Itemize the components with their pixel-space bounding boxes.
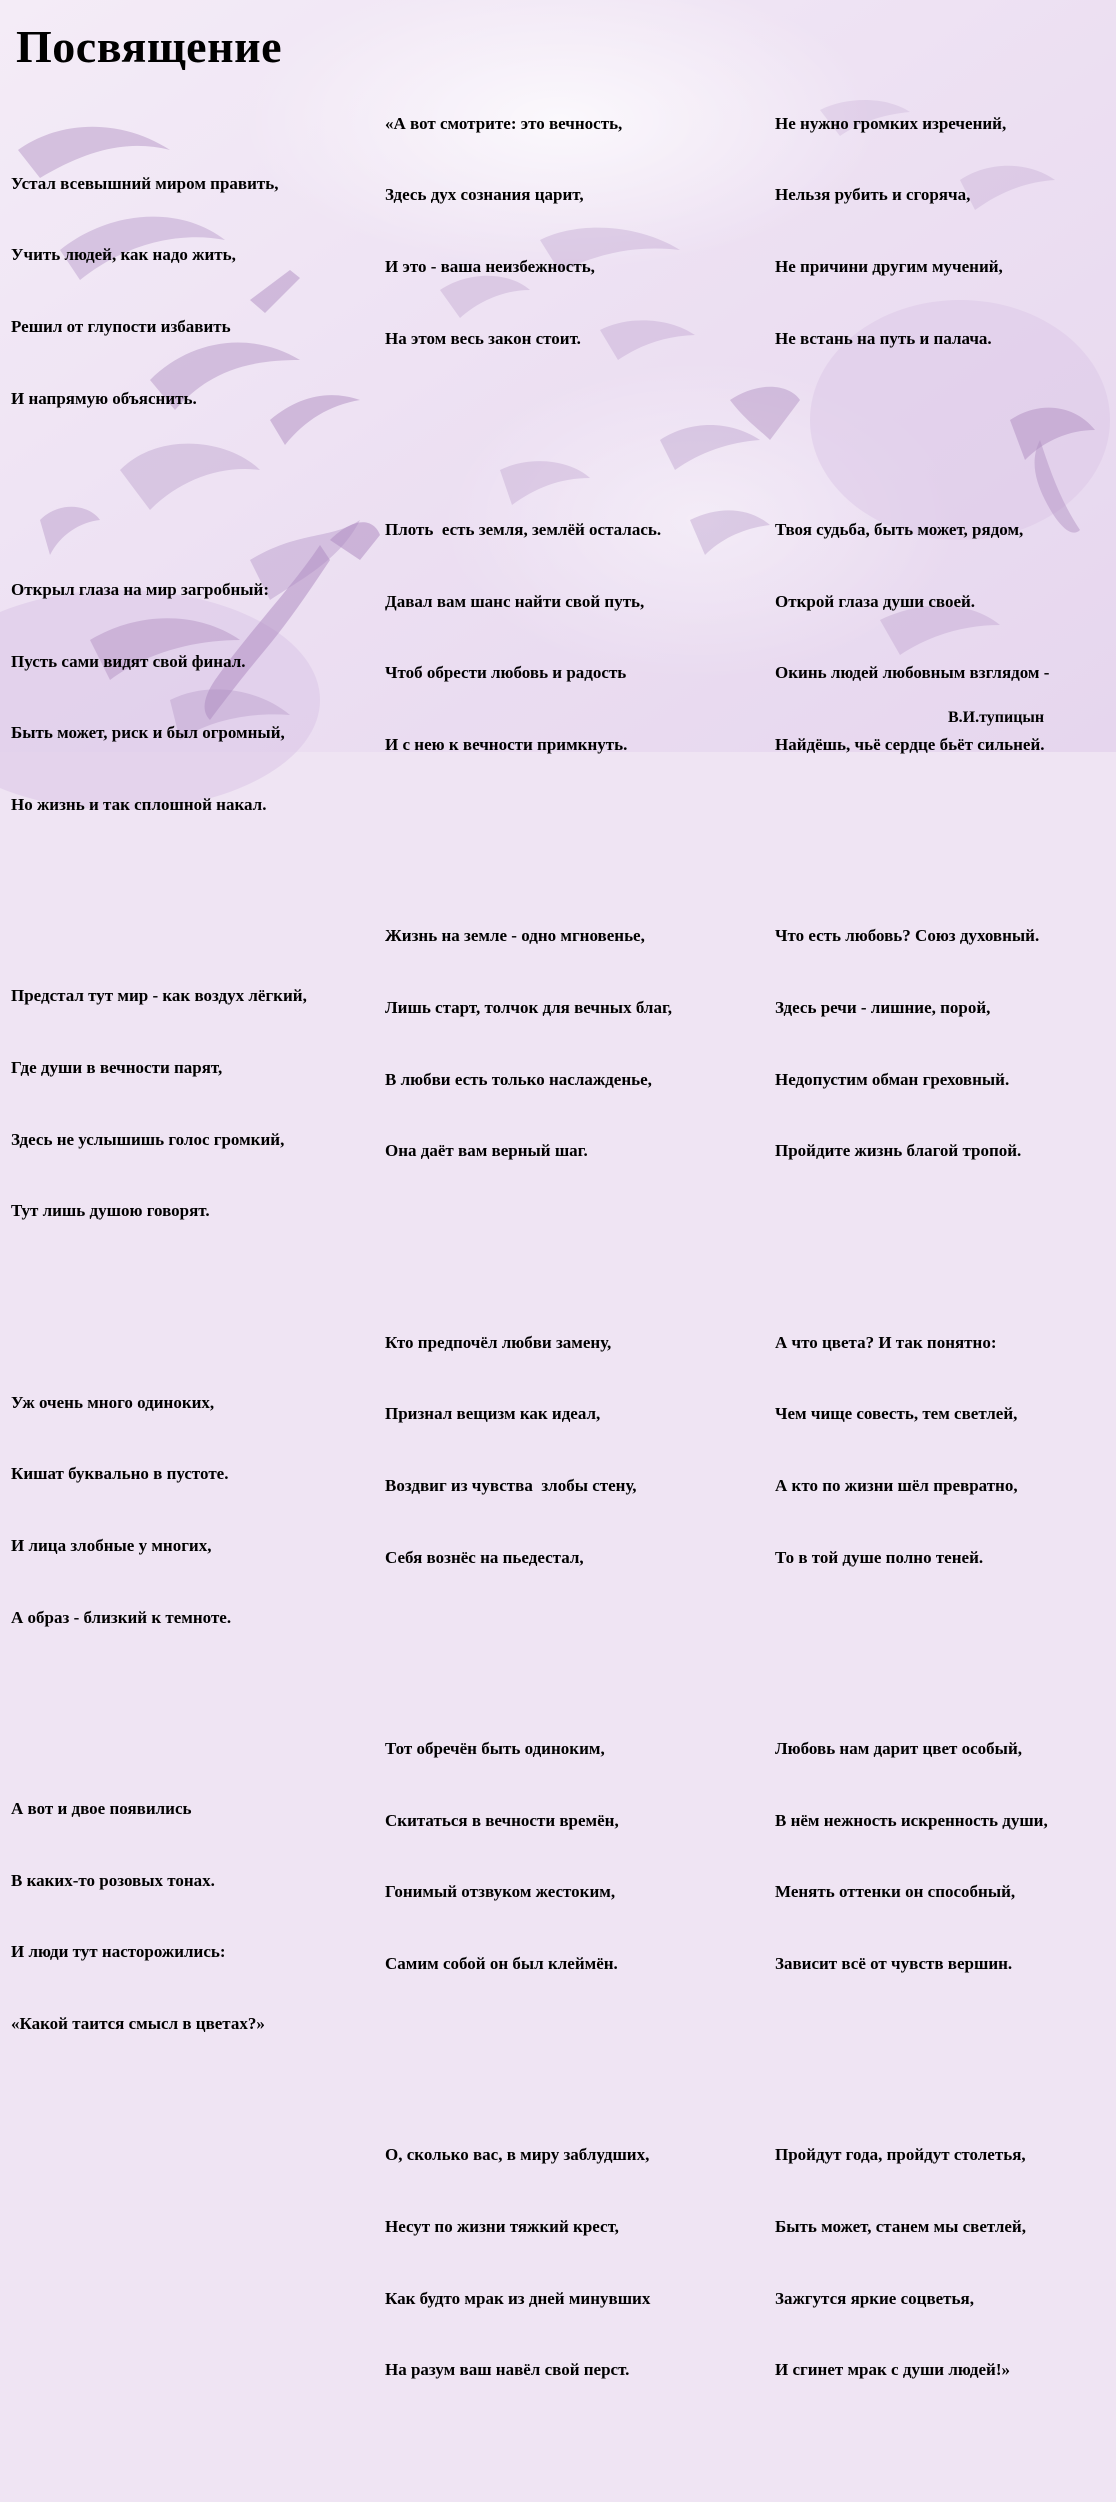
poem-line: На этом весь закон стоит. [385, 328, 581, 348]
poem-line: Учить людей, как надо жить, [11, 245, 236, 265]
poem-line: И сгинет мрак с души людей!» [775, 2360, 1011, 2380]
poem-line: Гонимый отзвуком жестоким, [385, 1882, 616, 1902]
poem-line: В каких-то розовых тонах. [11, 1870, 215, 1890]
poem-line: Самим собой он был клеймён. [385, 1954, 618, 1974]
poem-line: Здесь речи - лишние, порой, [775, 997, 991, 1017]
poem-line: Тот обречён быть одиноким, [385, 1738, 605, 1758]
poem-line: То в той душе полно теней. [775, 1547, 984, 1567]
stanza [775, 2095, 1049, 2430]
author-signature: В.И.тупицын [948, 709, 1045, 726]
poem-line: Открыл глаза на мир загробный: [11, 579, 270, 599]
poem-line: Не встань на путь и палача. [775, 328, 992, 348]
stanza [385, 2095, 672, 2430]
poem-line: Она даёт вам верный шаг. [385, 1141, 588, 1161]
stanza [385, 1283, 672, 1618]
poem-line: «А вот смотрите: это вечность, [385, 113, 623, 133]
poem-line: Тут лишь душою говорят. [11, 1201, 210, 1221]
poem-column-1 [11, 76, 307, 2155]
poem-line: Пусть сами видят свой финал. [11, 651, 246, 671]
poem-line: В любви есть только наслажденье, [385, 1069, 652, 1089]
poem-line: Воздвиг из чувства злобы стену, [385, 1476, 637, 1496]
poem-line: Давал вам шанс найти свой путь, [385, 591, 645, 611]
stanza [775, 470, 1049, 805]
poem-line: Признал вещизм как идеал, [385, 1404, 601, 1424]
stanza [11, 1749, 307, 2084]
poem-line: Решил от глупости избавить [11, 317, 231, 337]
stanza [11, 1343, 307, 1678]
poem-line: И люди тут насторожились: [11, 1942, 226, 1962]
poem-line: Не причини другим мучений, [775, 257, 1003, 277]
poem-line: Кто предпочёл любви замену, [385, 1332, 612, 1352]
stanza [385, 1689, 672, 2024]
poem-line: Как будто мрак из дней минувших [385, 2288, 651, 2308]
poem-line: А кто по жизни шёл превратно, [775, 1476, 1018, 1496]
poem-line: В нём нежность искренность души, [775, 1810, 1048, 1830]
poem-line: Где души в вечности парят, [11, 1057, 223, 1077]
poem-line: Здесь не услышишь голос громкий, [11, 1129, 285, 1149]
poem-line: Не нужно громких изречений, [775, 113, 1007, 133]
poem-line: Пройдут года, пройдут столетья, [775, 2145, 1026, 2165]
poem-line: Устал всевышний миром править, [11, 173, 279, 193]
poem-column-3 [775, 16, 1049, 2502]
poem-line: О, сколько вас, в миру заблудших, [385, 2145, 650, 2165]
stanza [775, 1689, 1049, 2024]
poem-line: Менять оттенки он способный, [775, 1882, 1016, 1902]
stanza [385, 64, 672, 399]
stanza [775, 876, 1049, 1211]
poem-line: Себя вознёс на пьедестал, [385, 1547, 584, 1567]
poem-line: Жизнь на земле - одно мгновенье, [385, 926, 645, 946]
poem-line: Открой глаза души своей. [775, 591, 976, 611]
poem-line: Чтоб обрести любовь и радость [385, 663, 627, 683]
poem-line: «Какой таится смысл в цветах?» [11, 2014, 265, 2034]
stanza [11, 124, 307, 459]
poem-line: Что есть любовь? Союз духовный. [775, 926, 1040, 946]
poem-line: Зависит всё от чувств вершин. [775, 1954, 1013, 1974]
poem-line: Чем чище совесть, тем светлей, [775, 1404, 1018, 1424]
poem-line: И напрямую объяснить. [11, 388, 197, 408]
poem-line: Нельзя рубить и сгоряча, [775, 185, 971, 205]
poem-line: А вот и двое появились [11, 1798, 192, 1818]
poem-line: Здесь дух сознания царит, [385, 185, 584, 205]
stanza [775, 1283, 1049, 1618]
poem-title: Посвящение [16, 21, 282, 72]
poem-line: И лица злобные у многих, [11, 1536, 212, 1556]
poem-line: А что цвета? И так понятно: [775, 1332, 997, 1352]
poem-line: Любовь нам дарит цвет особый, [775, 1738, 1022, 1758]
poem-line: Лишь старт, толчок для вечных благ, [385, 997, 672, 1017]
poem-line: На разум ваш навёл свой перст. [385, 2360, 630, 2380]
poem-line: Найдёшь, чьё сердце бьёт сильней. [775, 735, 1045, 755]
poem-line: Несут по жизни тяжкий крест, [385, 2216, 619, 2236]
poem-line: Окинь людей любовным взглядом - [775, 663, 1050, 683]
poem-line: И это - ваша неизбежность, [385, 257, 595, 277]
poem-column-2 [385, 16, 672, 2502]
poem-line: Пройдите жизнь благой тропой. [775, 1141, 1022, 1161]
poem-line: Недопустим обман греховный. [775, 1069, 1010, 1089]
stanza [385, 470, 672, 805]
stanza [11, 530, 307, 865]
poem-line: Плоть есть земля, землёй осталась. [385, 519, 662, 539]
poem-line: Зажгутся яркие соцветья, [775, 2288, 974, 2308]
stanza [775, 64, 1049, 399]
poem-line: Скитаться в вечности времён, [385, 1810, 619, 1830]
poem-line: Быть может, станем мы светлей, [775, 2216, 1026, 2236]
poem-line: Уж очень много одиноких, [11, 1392, 215, 1412]
poem-line: Предстал тут мир - как воздух лёгкий, [11, 986, 307, 1006]
poem-line: Но жизнь и так сплошной накал. [11, 795, 267, 815]
poem-line: Кишат буквально в пустоте. [11, 1464, 229, 1484]
poem-line: И с нею к вечности примкнуть. [385, 735, 628, 755]
stanza [11, 936, 307, 1271]
poem-line: Твоя судьба, быть может, рядом, [775, 519, 1024, 539]
poem-line: Быть может, риск и был огромный, [11, 723, 285, 743]
stanza [385, 876, 672, 1211]
poem-line: А образ - близкий к темноте. [11, 1607, 232, 1627]
